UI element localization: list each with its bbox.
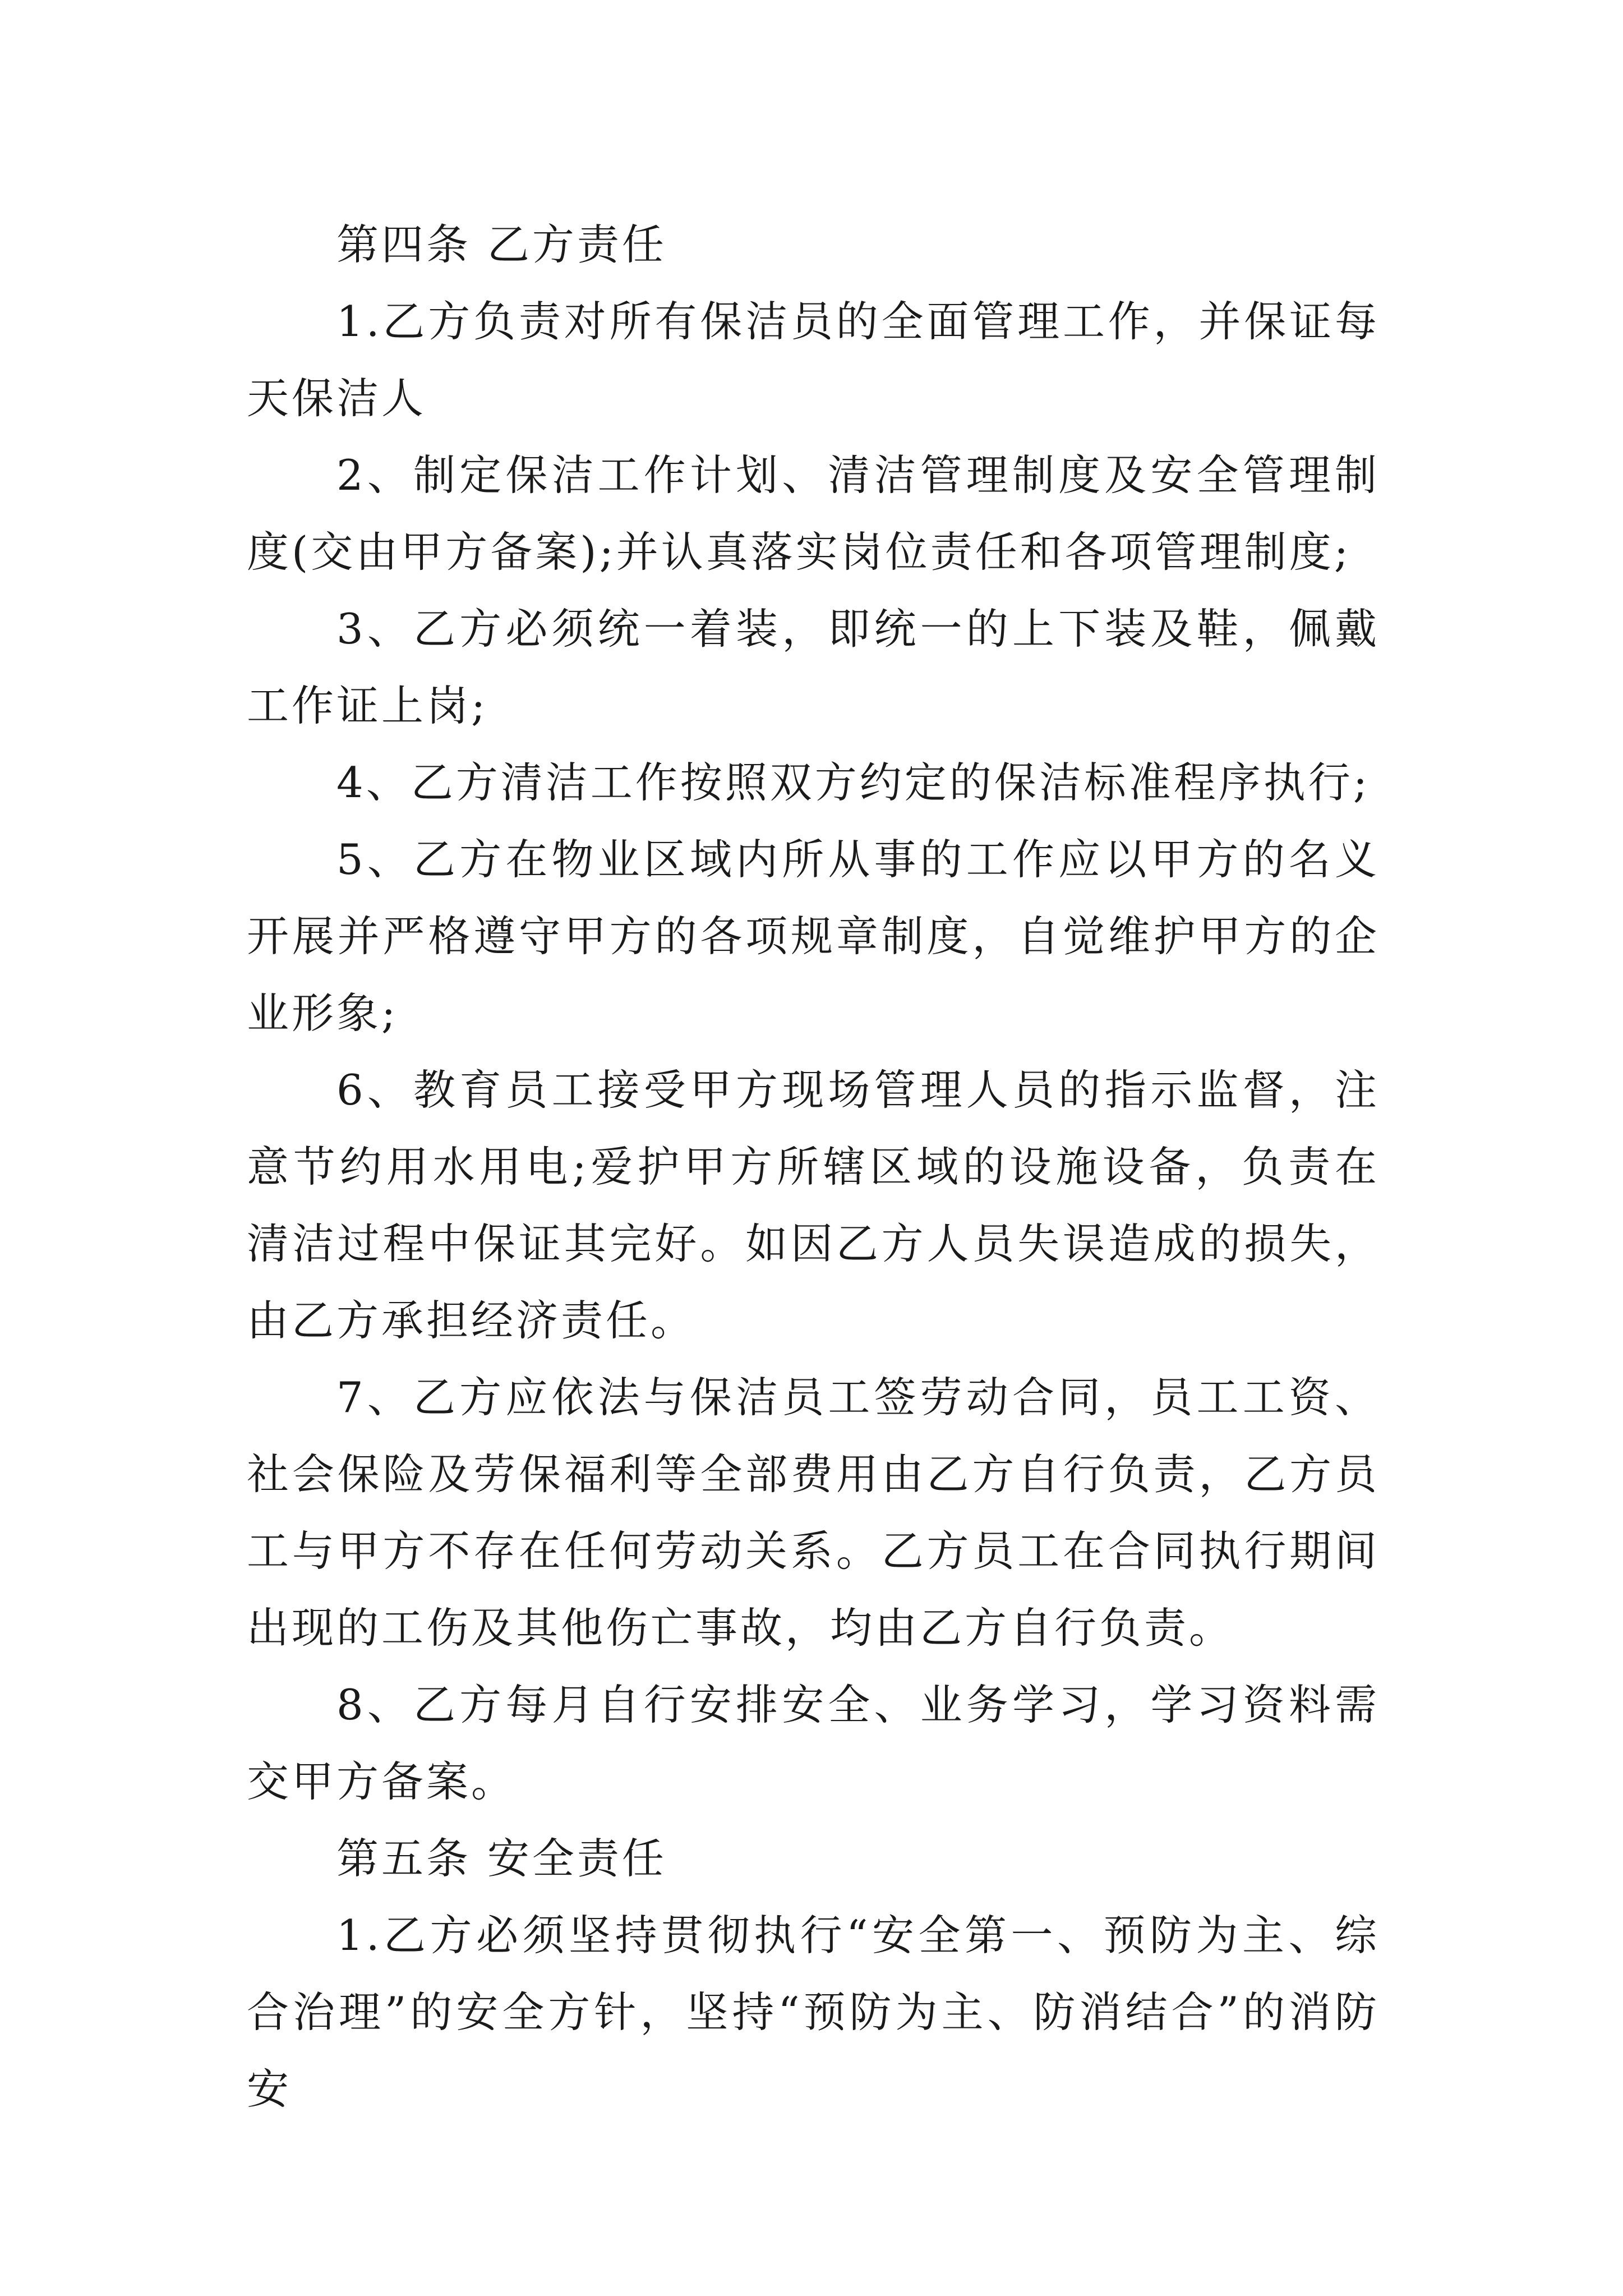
document-body	[247, 206, 1380, 2128]
article-4-item-4: 4、乙方清洁工作按照双方约定的保洁标准程序执行;	[336, 758, 1370, 807]
article-4-item-3: 3、乙方必须统一着装，即统一的上下装及鞋，佩戴工作证上岗;	[247, 604, 1380, 730]
article-4-item-5: 5、乙方在物业区域内所从事的工作应以甲方的名义开展并严格遵守甲方的各项规章制度，自觉维护甲方的企业形象;	[247, 835, 1380, 1038]
article-4-item-8: 8、乙方每月自行安排安全、业务学习，学习资料需交甲方备案。	[247, 1680, 1380, 1806]
article-4-item-7: 7、乙方应依法与保洁员工签劳动合同，员工工资、社会保险及劳保福利等全部费用由乙方自行负责，乙方员工与甲方不存在任何劳动关系。乙方员工在合同执行期间出现的工伤及其他伤亡事故，均由乙方自行负责。	[247, 1373, 1380, 1653]
article-4-item-2: 2、制定保洁工作计划、清洁管理制度及安全管理制度(交由甲方备案);并认真落实岗位责任和各项管理制度;	[247, 450, 1380, 577]
article-4-item-1: 1.乙方负责对所有保洁员的全面管理工作，并保证每天保洁人	[247, 297, 1380, 423]
article-5-heading: 第五条 安全责任	[336, 1834, 667, 1883]
article-5-item-1: 1.乙方必须坚持贯彻执行“安全第一、预防为主、综合治理”的安全方针，坚持“预防为主、防消结合”的消防安	[247, 1911, 1380, 2114]
article-4-item-6: 6、教育员工接受甲方现场管理人员的指示监督，注意节约用水用电;爱护甲方所辖区域的设施设备，负责在清洁过程中保证其完好。如因乙方人员失误造成的损失，由乙方承担经济责任。	[247, 1065, 1380, 1345]
article-4-heading: 第四条 乙方责任	[336, 220, 667, 269]
